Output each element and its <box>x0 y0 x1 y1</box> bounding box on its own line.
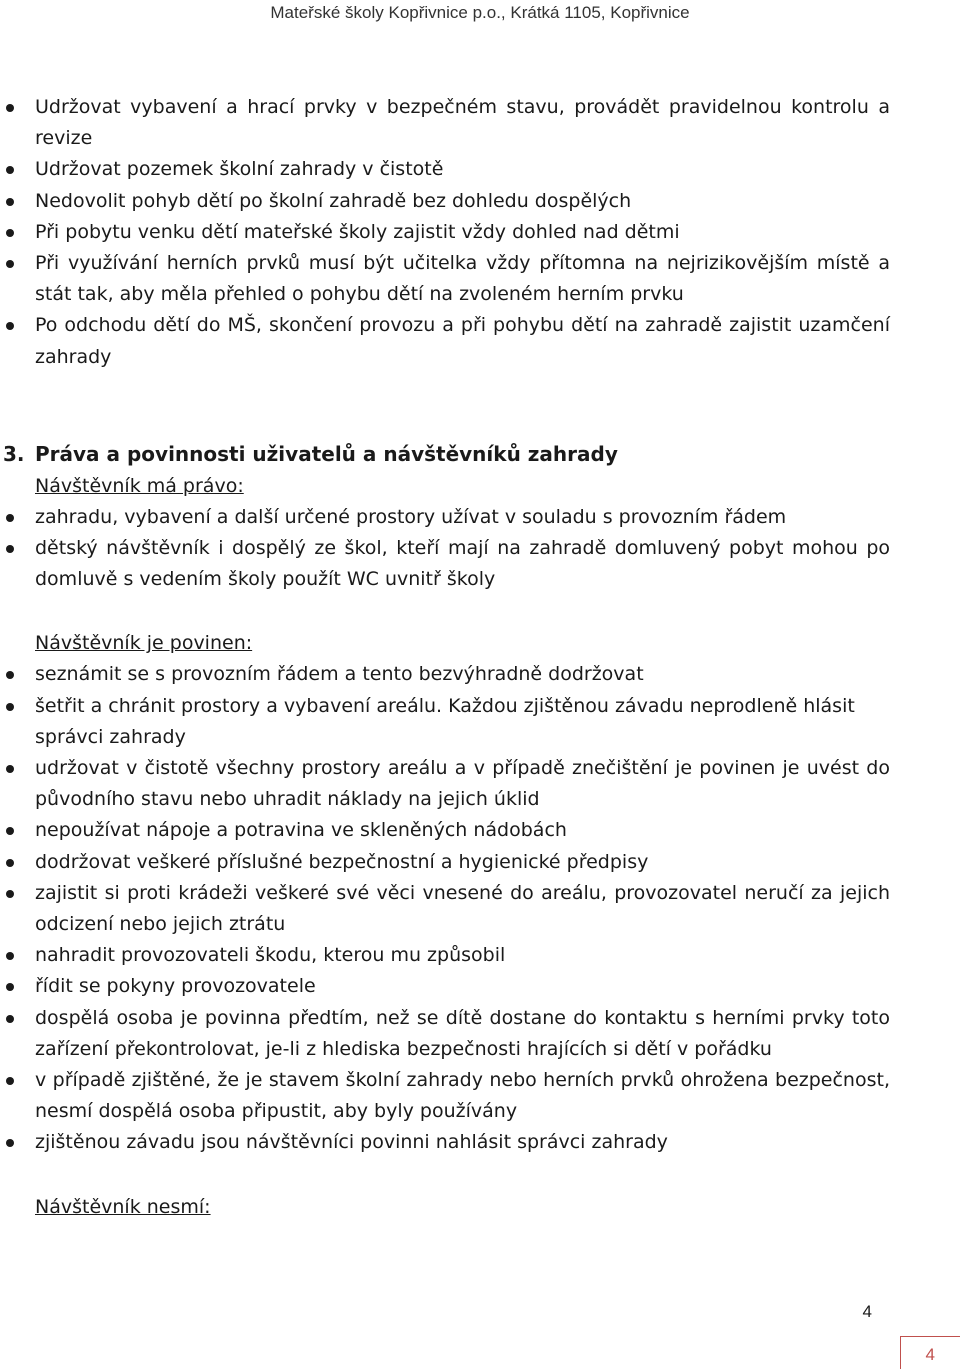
bullet-icon <box>6 198 14 206</box>
document-body <box>0 92 960 1223</box>
bullet-icon <box>6 104 14 112</box>
bullet-icon <box>6 765 14 773</box>
list-item: v případě zjištěné, že je stavem školní zahrady nebo herních prvků ohrožena bezpečnost, nesmí dospělá osoba připustit, aby byly používány <box>0 1065 960 1127</box>
list-item: seznámit se s provozním řádem a tento bezvýhradně dodržovat <box>0 659 960 690</box>
list-item: udržovat v čistotě všechny prostory areálu a v případě znečištění je povinen je uvést do původního stavu nebo uhradit náklady na jejich úklid <box>0 753 960 815</box>
bullet-icon <box>6 322 14 330</box>
corner-page-box <box>900 1336 960 1369</box>
bullet-icon <box>6 1077 14 1085</box>
list-item: zahradu, vybavení a další určené prostory užívat v souladu s provozním řádem <box>0 502 960 533</box>
list-item: dodržovat veškeré příslušné bezpečnostní a hygienické předpisy <box>0 847 960 878</box>
bullet-icon <box>6 859 14 867</box>
bullet-icon <box>6 260 14 268</box>
bullet-icon <box>6 1015 14 1023</box>
bullet-icon <box>6 514 14 522</box>
list-item: Po odchodu dětí do MŠ, skončení provozu a při pohybu dětí na zahradě zajistit uzamčení zahrady <box>0 310 960 372</box>
list-item: nepoužívat nápoje a potravina ve skleněných nádobách <box>0 815 960 846</box>
list-item: dospělá osoba je povinna předtím, než se dítě dostane do kontaktu s herními prvky toto zařízení překontrolovat, je-li z hlediska bezpečnosti hrajících si dětí v pořádku <box>0 1003 960 1065</box>
list-item: šetřit a chránit prostory a vybavení areálu. Každou zjištěnou závadu neprodleně hlásit správci zahrady <box>0 691 960 753</box>
prohibited-label: Návštěvník nesmí: <box>35 1195 211 1218</box>
list-item: Při pobytu venku dětí mateřské školy zajistit vždy dohled nad dětmi <box>0 217 960 248</box>
bullet-icon <box>6 166 14 174</box>
list-item: zajistit si proti krádeži veškeré své věci vnesené do areálu, provozovatel neručí za jejich odcizení nebo jejich ztrátu <box>0 878 960 940</box>
bullet-icon <box>6 952 14 960</box>
bullet-icon <box>6 229 14 237</box>
duties-list <box>0 659 960 1158</box>
section-title: Práva a povinnosti uživatelů a návštěvníků zahrady <box>35 441 618 466</box>
bullet-icon <box>6 1139 14 1147</box>
bullet-icon <box>6 671 14 679</box>
section-heading <box>0 437 960 471</box>
list-item: Udržovat pozemek školní zahrady v čistotě <box>0 154 960 185</box>
bullet-icon <box>6 890 14 898</box>
bullet-icon <box>6 703 14 711</box>
duties-label: Návštěvník je povinen: <box>35 632 253 655</box>
list-item: dětský návštěvník i dospělý ze škol, kteří mají na zahradě domluvený pobyt mohou po domluvě s vedením školy použít WC uvnitř školy <box>0 533 960 595</box>
corner-page-number: 4 <box>925 1345 935 1364</box>
list-item: Při využívání herních prvků musí být učitelka vždy přítomna na nejrizikovějším místě a stát tak, aby měla přehled o pohybu dětí na zvoleném herním prvku <box>0 248 960 310</box>
rules-list <box>0 92 960 373</box>
bullet-icon <box>6 983 14 991</box>
page-header: Mateřské školy Kopřivnice p.o., Krátká 1105, Kopřivnice <box>270 3 690 22</box>
list-item: Nedovolit pohyb dětí po školní zahradě bez dohledu dospělých <box>0 186 960 217</box>
page-number: 4 <box>862 1302 872 1321</box>
bullet-icon <box>6 545 14 553</box>
bullet-icon <box>6 827 14 835</box>
list-item: Udržovat vybavení a hrací prvky v bezpečném stavu, provádět pravidelnou kontrolu a revize <box>0 92 960 154</box>
list-item: zjištěnou závadu jsou návštěvníci povinni nahlásit správci zahrady <box>0 1127 960 1158</box>
section-number: 3. <box>3 441 25 466</box>
list-item: řídit se pokyny provozovatele <box>0 971 960 1002</box>
rights-label: Návštěvník má právo: <box>35 474 244 497</box>
rights-list <box>0 502 960 596</box>
list-item: nahradit provozovateli škodu, kterou mu způsobil <box>0 940 960 971</box>
